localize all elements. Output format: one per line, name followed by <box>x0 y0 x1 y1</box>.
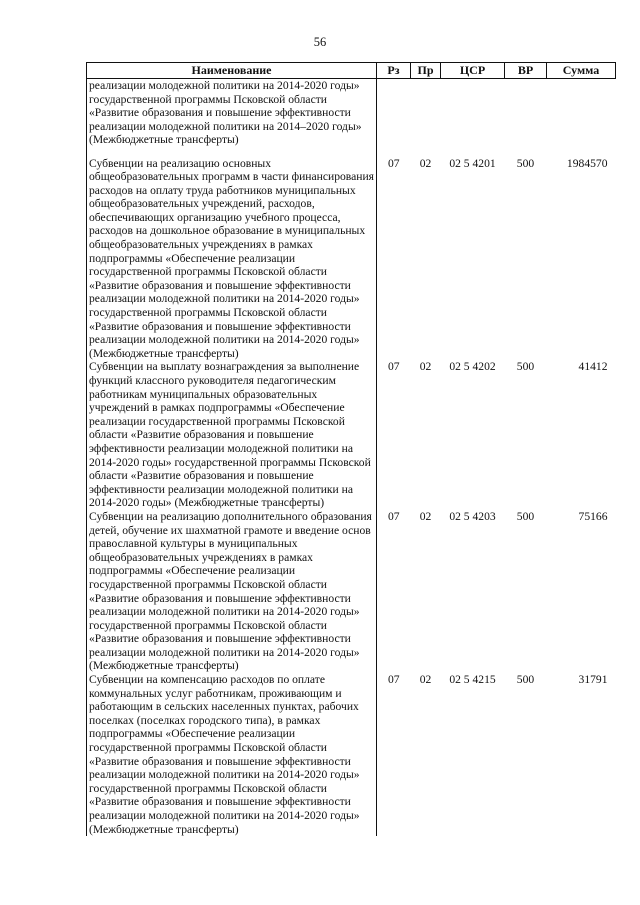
table-row <box>87 157 616 361</box>
row-csr: 02 5 4201 <box>449 156 496 170</box>
row-rz: 07 <box>387 156 400 170</box>
header-name: Наименование <box>87 63 377 79</box>
table-header <box>87 63 616 79</box>
row-csr: 02 5 4203 <box>449 509 496 523</box>
row-sum: 31791 <box>578 673 608 687</box>
row-name: Субвенции на компенсацию расходов по оплате коммунальных услуг работникам, проживающим и работающим в сельских населенных пунктах, рабочих поселках (поселках городского типа), в рамках подпрограммы «Обеспечение реализации государственной программы Псковской области «Развитие образования и повышение эффективности реализации молодежной политики на 2014-2020 годы» государственной программы Псковской области «Развитие образования и повышение эффективности реализации молодежной политики на 2014-2020 годы» (Межбюджетные трансферты) <box>87 673 377 836</box>
table-row <box>87 79 616 157</box>
row-name: Субвенции на реализацию дополнительного образования детей, обучение их шахматной грамоте и введение основ православной культуры в муниципальных общеобразовательных учреждениях в рамках подпрограммы «Обеспечение реализации государственной программы Псковской области «Развитие образования и повышение эффективности реализации молодежной политики на 2014-2020 годы» государственной программы Псковской области «Развитие образования и повышение эффективности реализации молодежной политики на 2014-2020 годы» (Межбюджетные трансферты) <box>87 510 377 673</box>
row-vr: 500 <box>516 360 535 374</box>
row-rz: 07 <box>387 673 400 687</box>
row-name: Субвенции на реализацию основных общеобразовательных программ в части финансирования расходов на оплату труда работников муниципальных общеобразовательных учреждений, расходов, обеспечивающих организацию учебного процесса, расходов на дошкольное образование в муниципальных общеобразовательных учреждениях в рамках подпрограммы «Обеспечение реализации государственной программы Псковской области «Развитие образования и повышение эффективности реализации молодежной политики на 2014-2020 годы» государственной программы Псковской области «Развитие образования и повышение эффективности реализации молодежной политики на 2014-2020 годы» (Межбюджетные трансферты) <box>87 157 377 361</box>
row-pr: 02 <box>419 673 432 687</box>
table-row <box>87 673 616 836</box>
row-sum <box>547 79 616 157</box>
row-csr: 02 5 4215 <box>449 673 496 687</box>
budget-table <box>86 62 616 836</box>
row-rz: 07 <box>387 509 400 523</box>
row-name: реализации молодежной политики на 2014-2020 годы» государственной программы Псковской области «Развитие образования и повышение эффективности реализации молодежной политики на 2014–2020 годы» (Межбюджетные трансферты) <box>87 79 377 157</box>
table-row <box>87 510 616 673</box>
row-pr <box>411 79 441 157</box>
row-csr <box>441 79 505 157</box>
header-vr: ВР <box>505 63 547 79</box>
row-sum: 75166 <box>578 509 608 523</box>
row-name: Субвенции на выплату вознаграждения за выполнение функций классного руководителя педагогическим работникам муниципальных образовательных учреждений в рамках подпрограммы «Обеспечение реализации государственной программы Псковской области «Развитие образования и повышение эффективности реализации молодежной политики на 2014-2020 годы» государственной программы Псковской области «Развитие образования и повышение эффективности реализации молодежной политики на 2014-2020 годы» (Межбюджетные трансферты) <box>87 360 377 510</box>
header-pr: Пр <box>411 63 441 79</box>
row-sum: 41412 <box>578 360 608 374</box>
page-number: 56 <box>313 35 327 49</box>
header-rz: Рз <box>377 63 411 79</box>
row-vr: 500 <box>516 509 535 523</box>
row-pr: 02 <box>419 509 432 523</box>
row-pr: 02 <box>419 156 432 170</box>
row-pr: 02 <box>419 360 432 374</box>
row-vr: 500 <box>516 156 535 170</box>
header-sum: Сумма <box>547 63 616 79</box>
row-vr: 500 <box>516 673 535 687</box>
table-row <box>87 360 616 510</box>
row-sum: 1984570 <box>566 156 608 170</box>
header-csr: ЦСР <box>441 63 505 79</box>
row-rz: 07 <box>387 360 400 374</box>
row-csr: 02 5 4202 <box>449 360 496 374</box>
row-rz <box>377 79 411 157</box>
row-vr <box>505 79 547 157</box>
